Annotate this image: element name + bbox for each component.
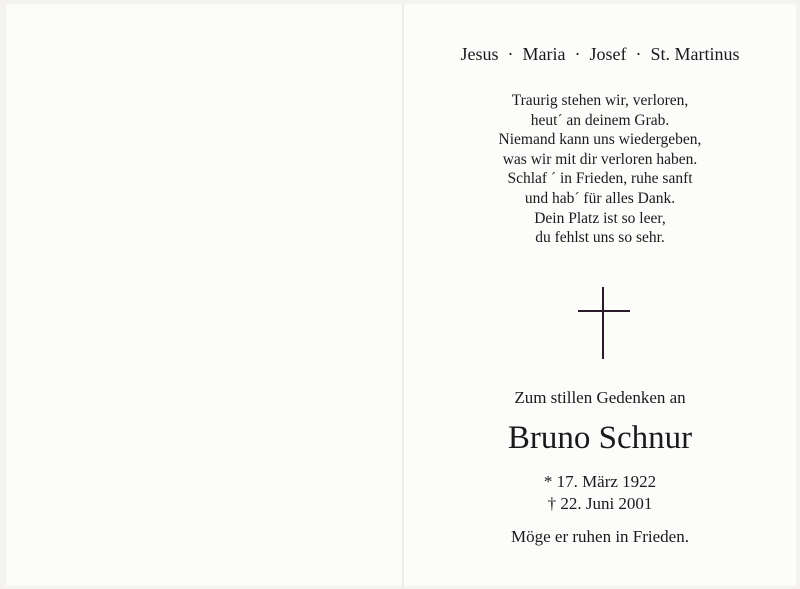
birth-date: * 17. März 1922 (543, 472, 657, 491)
holy-name-maria: Maria (522, 44, 566, 64)
memorial-intro: Zum stillen Gedenken an (514, 388, 686, 407)
poem-line: du fehlst uns so sehr. (535, 229, 665, 247)
poem-line: und hab´ für alles Dank. (524, 189, 676, 207)
separator-dot: · (574, 44, 581, 64)
holy-name-josef: Josef (589, 44, 627, 64)
poem-line: Traurig stehen wir, verloren, (511, 92, 689, 109)
poem-line: was wir mit dir verloren haben. (502, 150, 698, 168)
holy-name-st-martinus: St. Martinus (650, 44, 740, 64)
death-date: † 22. Juni 2001 (547, 494, 653, 513)
separator-dot: · (507, 44, 514, 64)
life-dates (404, 471, 796, 515)
left-blank-page (6, 4, 402, 586)
closing-line: Möge er ruhen in Frieden. (511, 527, 689, 546)
holy-names-line (404, 44, 796, 65)
separator-dot: · (635, 44, 642, 64)
poem-line: Niemand kann uns wiedergeben, (498, 131, 702, 149)
memorial-poem (404, 91, 796, 248)
poem-line: heut´ an deinem Grab. (530, 111, 670, 129)
holy-name-jesus: Jesus (460, 44, 499, 64)
poem-line: Schlaf ´ in Frieden, ruhe sanft (507, 170, 693, 188)
cross-icon (578, 287, 630, 359)
deceased-name: Bruno Schnur (507, 420, 693, 456)
poem-line: Dein Platz ist so leer, (534, 209, 666, 227)
